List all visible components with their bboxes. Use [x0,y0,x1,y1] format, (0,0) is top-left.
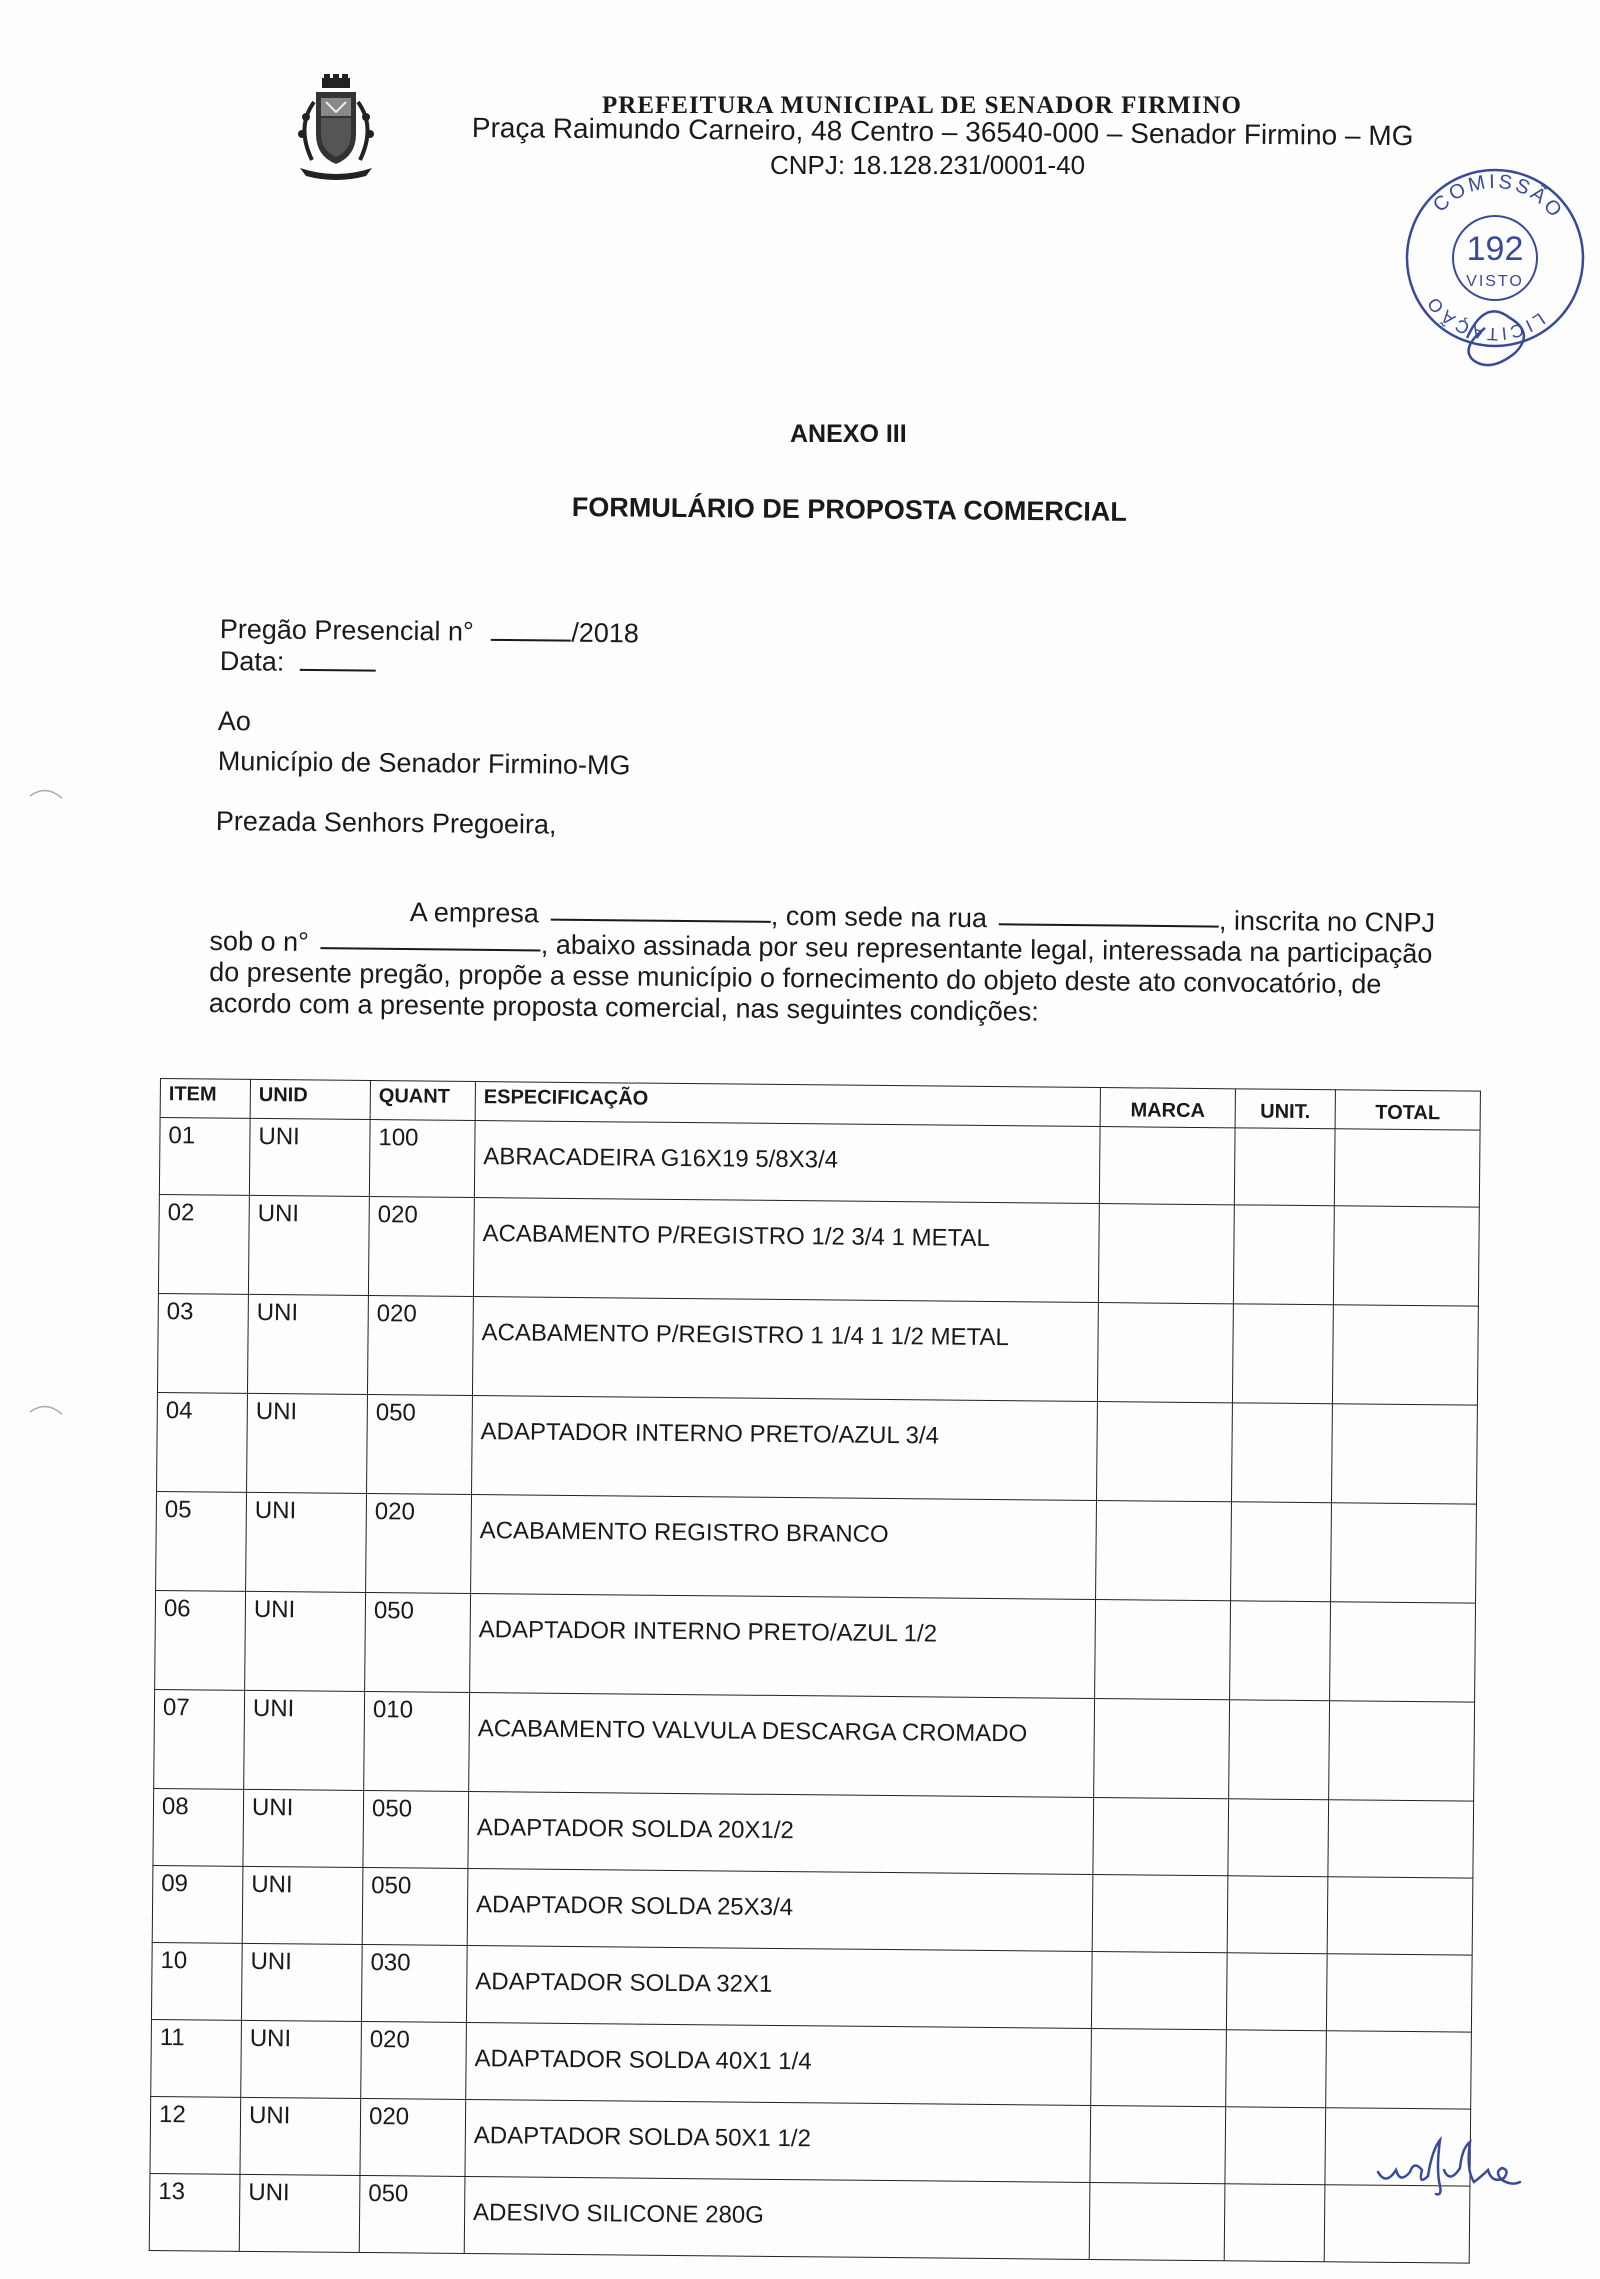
unit-price-cell[interactable] [1224,2184,1325,2262]
marca-cell[interactable] [1094,1698,1230,1798]
total-cell[interactable] [1332,1305,1478,1405]
unit-price-cell[interactable] [1231,1403,1332,1503]
table-row: 12 UNI 020 ADAPTADOR SOLDA 50X1 1/2 [150,2096,1471,2186]
unit-price-cell[interactable] [1228,1799,1329,1877]
header-unid: UNID [250,1079,370,1119]
header-address: Praça Raimundo Carneiro, 48 Centro – 36540-000 – Senador Firmino – MG [471,112,1414,152]
unit-price-cell[interactable] [1229,1700,1330,1800]
table-row: 09 UNI 050 ADAPTADOR SOLDA 25X3/4 [152,1865,1473,1955]
table-row: 03 UNI 020 ACABAMENTO P/REGISTRO 1 1/4 1 1/2 METAL [157,1293,1478,1405]
unit-price-cell[interactable] [1234,1128,1335,1206]
addressee-line-1: Ao [217,706,252,737]
pregao-number-blank [491,619,571,642]
table-row: 11 UNI 020 ADAPTADOR SOLDA 40X1 1/4 [151,2019,1472,2109]
marca-cell[interactable] [1096,1501,1232,1601]
items-table-wrapper [149,1078,1480,2264]
unit-price-cell[interactable] [1231,1502,1332,1602]
table-row: 08 UNI 050 ADAPTADOR SOLDA 20X1/2 [153,1788,1474,1878]
total-cell[interactable] [1328,1800,1474,1878]
paragraph-line-3: do presente pregão, propõe a esse município o fornecimento do objeto deste ato convocatório, de [209,956,1382,1000]
total-cell[interactable] [1333,1206,1479,1306]
unit-price-cell[interactable] [1233,1205,1334,1305]
stamp-top-text: COMISSÃO [1429,170,1568,224]
marca-cell[interactable] [1092,1874,1228,1952]
header-marca: MARCA [1100,1088,1235,1128]
header-cnpj: CNPJ: 18.128.231/0001-40 [770,150,1086,180]
header-title: PREFEITURA MUNICIPAL DE SENADOR FIRMINO [602,92,1242,119]
stamp-number: 192 [1466,230,1524,268]
date-line [220,646,376,679]
unit-price-cell[interactable] [1225,2107,1326,2185]
table-row: 02 UNI 020 ACABAMENTO P/REGISTRO 1/2 3/4 1 METAL [158,1194,1479,1306]
total-cell[interactable] [1330,1602,1476,1702]
commission-stamp [1395,148,1595,388]
marca-cell[interactable] [1097,1303,1233,1403]
stamp-bottom-text: LICITAÇÃO [1421,291,1549,345]
table-row: 01 UNI 100 ABRACADEIRA G16X19 5/8X3/4 [159,1118,1480,1208]
paragraph-line-2: sob o n° , abaixo assinada por seu representante legal, interessada na participação [209,925,1433,969]
header-quant: QUANT [370,1081,475,1121]
marca-cell[interactable] [1095,1600,1231,1700]
total-cell[interactable] [1331,1404,1477,1504]
scan-mark-icon [28,1398,68,1418]
marca-cell[interactable] [1090,2105,1226,2183]
header-item: ITEM [160,1079,250,1119]
table-row: 04 UNI 050 ADAPTADOR INTERNO PRETO/AZUL 3/4 [157,1392,1478,1504]
proposal-paragraph [209,895,1470,1032]
table-row: 10 UNI 030 ADAPTADOR SOLDA 32X1 [151,1942,1472,2032]
paragraph-line-1: A empresa , com sede na rua , inscrita no CNPJ [409,897,1436,938]
unit-price-cell[interactable] [1227,1876,1328,1954]
coat-of-arms-icon [286,72,386,184]
total-cell[interactable] [1331,1503,1477,1603]
pregao-label: Pregão Presencial n° [219,614,474,647]
unit-price-cell[interactable] [1226,2030,1327,2108]
marca-cell[interactable] [1089,2182,1225,2260]
form-title: FORMULÁRIO DE PROPOSTA COMERCIAL [571,492,1127,527]
date-blank [300,649,376,672]
date-label: Data: [219,646,285,677]
unit-price-cell[interactable] [1226,1953,1327,2031]
marca-cell[interactable] [1093,1797,1229,1875]
paragraph-line-4: acordo com a presente proposta comercial, nas seguintes condições: [208,987,1039,1027]
header-spec: ESPECIFICAÇÃO [475,1082,1100,1127]
table-row: 07 UNI 010 ACABAMENTO VALVULA DESCARGA CROMADO [154,1689,1475,1801]
total-cell[interactable] [1334,1129,1480,1207]
scan-mark-icon [28,782,68,802]
annex-title: ANEXO III [790,420,907,448]
marca-cell[interactable] [1098,1204,1234,1304]
table-row: 06 UNI 050 ADAPTADOR INTERNO PRETO/AZUL 1/2 [155,1590,1476,1702]
total-cell[interactable] [1326,2031,1472,2109]
greeting: Prezada Senhors Pregoeira, [215,806,557,840]
header-total: TOTAL [1335,1090,1480,1130]
pregao-year: /2018 [571,617,640,649]
items-table [149,1078,1481,2264]
pregao-line [220,614,639,649]
table-row: 13 UNI 050 ADESIVO SILICONE 280G [149,2173,1470,2263]
signature-icon [1370,2130,1530,2200]
stamp-middle-text: VISTO [1466,273,1524,290]
header-unit: UNIT. [1235,1089,1335,1129]
marca-cell[interactable] [1099,1127,1235,1205]
marca-cell[interactable] [1091,1951,1227,2029]
marca-cell[interactable] [1091,2028,1227,2106]
marca-cell[interactable] [1096,1402,1232,1502]
addressee-line-2: Município de Senador Firmino-MG [217,746,631,781]
unit-price-cell[interactable] [1230,1601,1331,1701]
unit-price-cell[interactable] [1232,1304,1333,1404]
total-cell[interactable] [1326,1954,1472,2032]
table-row: 05 UNI 020 ACABAMENTO REGISTRO BRANCO [156,1491,1477,1603]
total-cell[interactable] [1327,1877,1473,1955]
total-cell[interactable] [1329,1701,1475,1801]
